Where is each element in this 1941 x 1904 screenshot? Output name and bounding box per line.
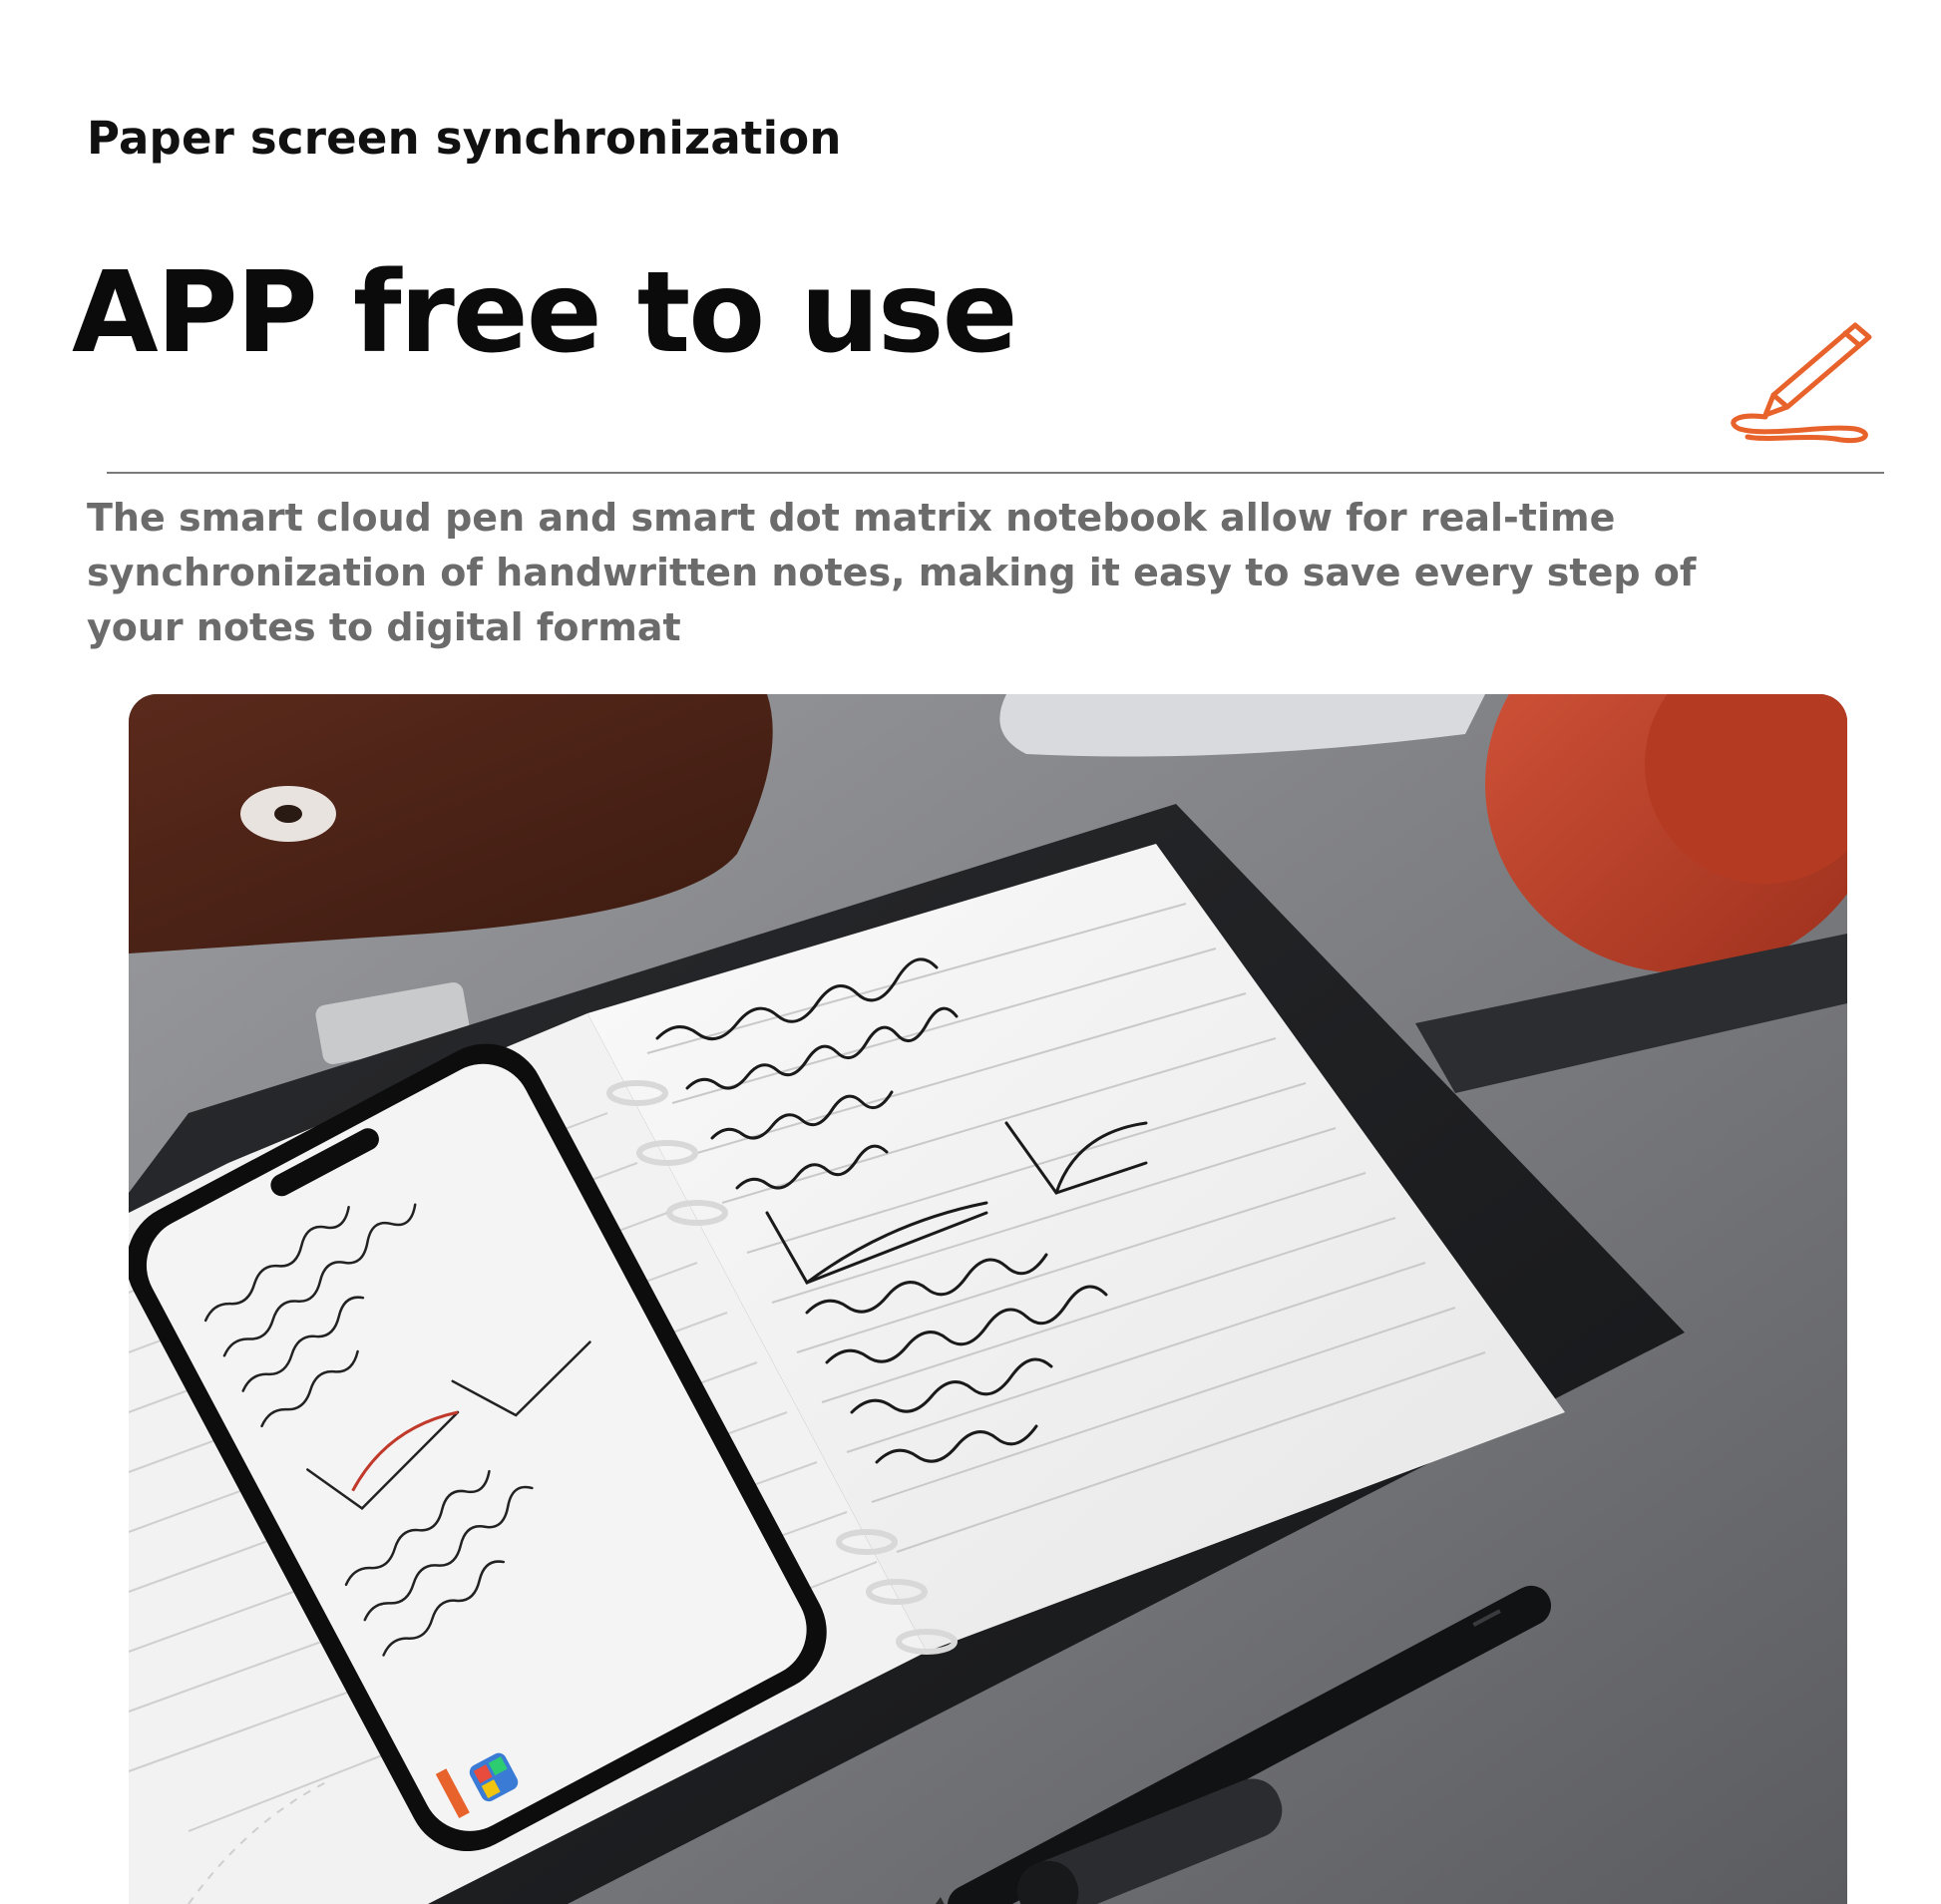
description-text: The smart cloud pen and smart dot matrix notebook allow for real-time synchronization of handwritten notes, making it easy to save every step of your notes to digital format [87,496,1697,649]
headline: APP free to use [72,248,1016,378]
section-subtitle: Paper screen synchronization [87,112,842,165]
pen-signature-icon [1726,317,1875,447]
product-photo [129,694,1847,1904]
divider [107,472,1884,474]
